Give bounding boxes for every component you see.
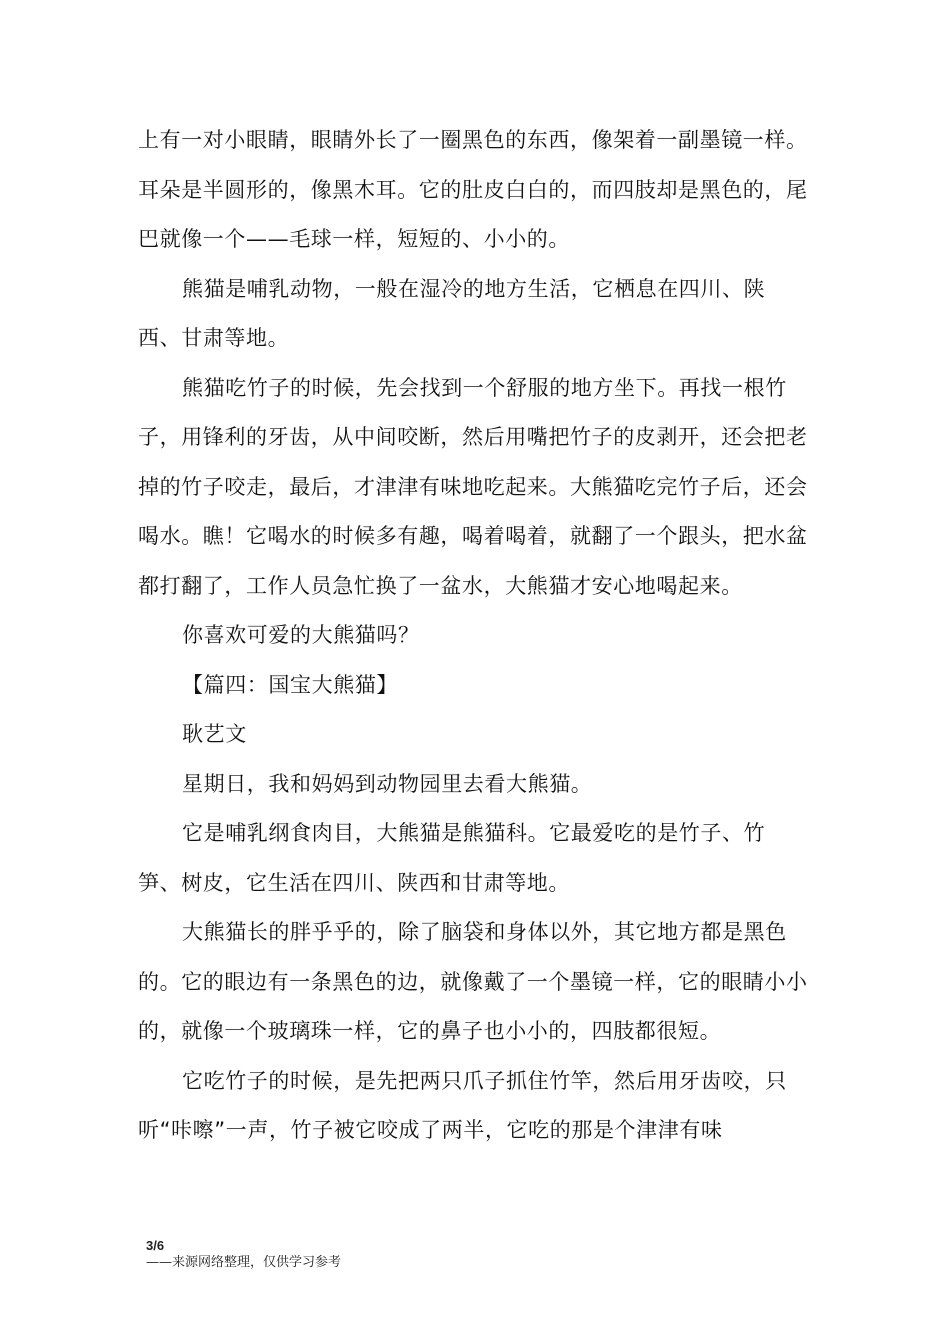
page-number: 3/6 bbox=[146, 1238, 165, 1253]
section-heading: 【篇四：国宝大熊猫】 bbox=[182, 672, 398, 697]
paragraph-9: 大熊猫长的胖乎乎的，除了脑袋和身体以外，其它地方都是黑色的。它的眼边有一条黑色的边，就像戴了一个墨镜一样，它的眼睛小小的，就像一个玻璃珠一样，它的鼻子也小小的，四肢都很短。 bbox=[138, 920, 808, 1043]
paragraph-3: 熊猫吃竹子的时候，先会找到一个舒服的地方坐下。再找一根竹子，用锋利的牙齿，从中间咬断，然后用嘴把竹子的皮剥开，还会把老掉的竹子咬走，最后，才津津有味地吃起来。大熊猫吃完竹子后，还会喝水。瞧！它喝水的时候多有趣，喝着喝着，就翻了一个跟头，把水盆都打翻了，工作人员急忙换了一盆水，大熊猫才安心地喝起来。 bbox=[138, 375, 808, 598]
paragraph-8: 它是哺乳纲食肉目，大熊猫是熊猫科。它最爱吃的是竹子、竹笋、树皮，它生活在四川、陕西和甘肃等地。 bbox=[138, 821, 766, 895]
paragraph-10: 它吃竹子的时候，是先把两只爪子抓住竹竿，然后用牙齿咬，只听“咔嚓”一声，竹子被它咬成了两半，它吃的那是个津津有味 bbox=[138, 1068, 787, 1142]
author-name: 耿艺文 bbox=[182, 722, 247, 746]
page-footer bbox=[146, 1238, 546, 1272]
article-body bbox=[138, 116, 808, 1156]
paragraph-7: 星期日，我和妈妈到动物园里去看大熊猫。 bbox=[182, 771, 593, 796]
paragraph-4: 你喜欢可爱的大熊猫吗？ bbox=[182, 623, 420, 647]
source-note: ——来源网络整理，仅供学习参考 bbox=[146, 1255, 342, 1270]
paragraph-1: 上有一对小眼睛，眼睛外长了一圈黑色的东西，像架着一副墨镜一样。耳朵是半圆形的，像黑木耳。它的肚皮白白的，而四肢却是黑色的，尾巴就像一个——毛球一样，短短的、小小的。 bbox=[138, 128, 808, 251]
paragraph-2: 熊猫是哺乳动物，一般在湿冷的地方生活，它栖息在四川、陕西、甘肃等地。 bbox=[138, 276, 766, 350]
